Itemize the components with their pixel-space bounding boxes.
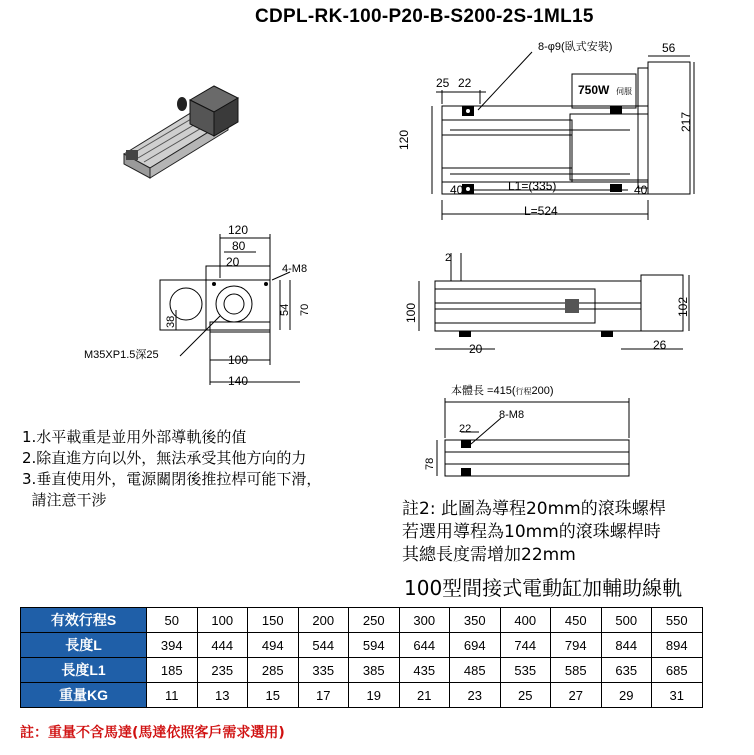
- end-dim-100: 100: [228, 353, 249, 367]
- side-dim-102: 102: [676, 296, 690, 317]
- note-line: 2.除直進方向以外，無法承受其他方向的力: [22, 449, 307, 467]
- end-holes-label: 4-M8: [282, 263, 308, 275]
- table-cell: 435: [399, 658, 450, 683]
- end-view-drawing: [80, 220, 320, 390]
- row-label: 重量KG: [21, 683, 147, 708]
- table-cell: 285: [248, 658, 299, 683]
- row-label: 長度L: [21, 633, 147, 658]
- bottom-dim-78: 78: [424, 457, 436, 470]
- drawing-title: CDPL-RK-100-P20-B-S200-2S-1ML15: [255, 6, 594, 27]
- table-cell: 394: [147, 633, 198, 658]
- bottom-dim-22: 22: [459, 423, 472, 435]
- table-cell: 100: [197, 608, 248, 633]
- end-thread-label: M35XP1.5深25: [84, 349, 159, 361]
- table-cell: 235: [197, 658, 248, 683]
- table-cell: 444: [197, 633, 248, 658]
- table-cell: 585: [551, 658, 602, 683]
- top-dim-217: 217: [679, 111, 693, 132]
- note2-line: 其總長度需增加22mm: [402, 545, 576, 565]
- table-cell: 644: [399, 633, 450, 658]
- table-cell: 250: [349, 608, 400, 633]
- end-dim-38: 38: [165, 315, 177, 328]
- table-cell: 500: [601, 608, 652, 633]
- table-row: [21, 608, 703, 633]
- table-cell: 17: [298, 683, 349, 708]
- table-cell: 544: [298, 633, 349, 658]
- table-cell: 300: [399, 608, 450, 633]
- notes-list: [22, 427, 321, 511]
- end-dim-120: 120: [228, 223, 249, 237]
- table-cell: 535: [500, 658, 551, 683]
- bottom-body-length: 本體長 =415(行程200): [451, 385, 554, 397]
- table-cell: 450: [551, 608, 602, 633]
- top-dim-40a: 40: [450, 183, 464, 197]
- table-cell: 385: [349, 658, 400, 683]
- side-dim-20: 20: [469, 342, 483, 356]
- top-holes-label: 8-φ9(臥式安裝): [538, 41, 613, 53]
- table-cell: 31: [652, 683, 703, 708]
- table-cell: 19: [349, 683, 400, 708]
- end-dim-80: 80: [232, 239, 246, 253]
- table-cell: 21: [399, 683, 450, 708]
- table-cell: 50: [147, 608, 198, 633]
- table-row: [21, 683, 703, 708]
- table-cell: 15: [248, 683, 299, 708]
- table-cell: 23: [450, 683, 501, 708]
- table-cell: 494: [248, 633, 299, 658]
- table-cell: 794: [551, 633, 602, 658]
- top-dim-40b: 40: [634, 183, 648, 197]
- note-line: 請注意干涉: [22, 491, 107, 509]
- end-dim-20: 20: [226, 255, 240, 269]
- note2-line: 若選用導程為10mm的滾珠螺桿時: [402, 522, 661, 542]
- bottom-holes-label: 8-M8: [499, 409, 525, 421]
- side-dim-26: 26: [653, 338, 667, 352]
- table-cell: 894: [652, 633, 703, 658]
- table-cell: 25: [500, 683, 551, 708]
- spec-table: [20, 607, 703, 708]
- table-cell: 400: [500, 608, 551, 633]
- table-row: [21, 658, 703, 683]
- table-cell: 200: [298, 608, 349, 633]
- table-cell: 550: [652, 608, 703, 633]
- side-view-drawing: [395, 245, 695, 365]
- table-row: [21, 633, 703, 658]
- motor-label: 750W: [578, 83, 610, 97]
- side-dim-2: 2: [445, 252, 452, 264]
- table-cell: 635: [601, 658, 652, 683]
- table-cell: 150: [248, 608, 299, 633]
- row-label: 長度L1: [21, 658, 147, 683]
- top-dim-l1: L1=(335): [508, 179, 557, 193]
- table-cell: 11: [147, 683, 198, 708]
- table-cell: 485: [450, 658, 501, 683]
- motor-sub-label: 伺服: [616, 87, 632, 96]
- side-dim-100: 100: [404, 302, 418, 323]
- table-cell: 685: [652, 658, 703, 683]
- table-cell: 594: [349, 633, 400, 658]
- note2-block: [402, 498, 666, 567]
- table-cell: 844: [601, 633, 652, 658]
- table-cell: 350: [450, 608, 501, 633]
- table-cell: 694: [450, 633, 501, 658]
- product-illustration: [110, 70, 250, 180]
- bottom-view-drawing: [415, 380, 645, 490]
- note2-line: 註2: 此圖為導程20mm的滾珠螺桿: [402, 499, 666, 519]
- top-view-drawing: [390, 40, 710, 225]
- footnote: 註：重量不含馬達(馬達依照客戶需求選用): [20, 725, 285, 741]
- top-dim-56: 56: [662, 41, 676, 55]
- top-dim-l: L=524: [524, 204, 558, 218]
- table-cell: 335: [298, 658, 349, 683]
- top-dim-22: 22: [458, 76, 472, 90]
- table-cell: 185: [147, 658, 198, 683]
- table-cell: 744: [500, 633, 551, 658]
- note-line: 1.水平載重是並用外部導軌後的值: [22, 428, 247, 446]
- end-dim-140: 140: [228, 374, 249, 388]
- table-cell: 27: [551, 683, 602, 708]
- note-line: 3.垂直使用外，電源關閉後推拉桿可能下滑，: [22, 470, 322, 488]
- table-cell: 13: [197, 683, 248, 708]
- top-dim-25: 25: [436, 76, 450, 90]
- top-dim-120: 120: [397, 129, 411, 150]
- end-dim-70: 70: [299, 303, 311, 316]
- table-cell: 29: [601, 683, 652, 708]
- end-dim-54: 54: [279, 303, 291, 316]
- drawing-subtitle: 100型間接式電動缸加輔助線軌: [404, 576, 683, 600]
- row-label: 有效行程S: [21, 608, 147, 633]
